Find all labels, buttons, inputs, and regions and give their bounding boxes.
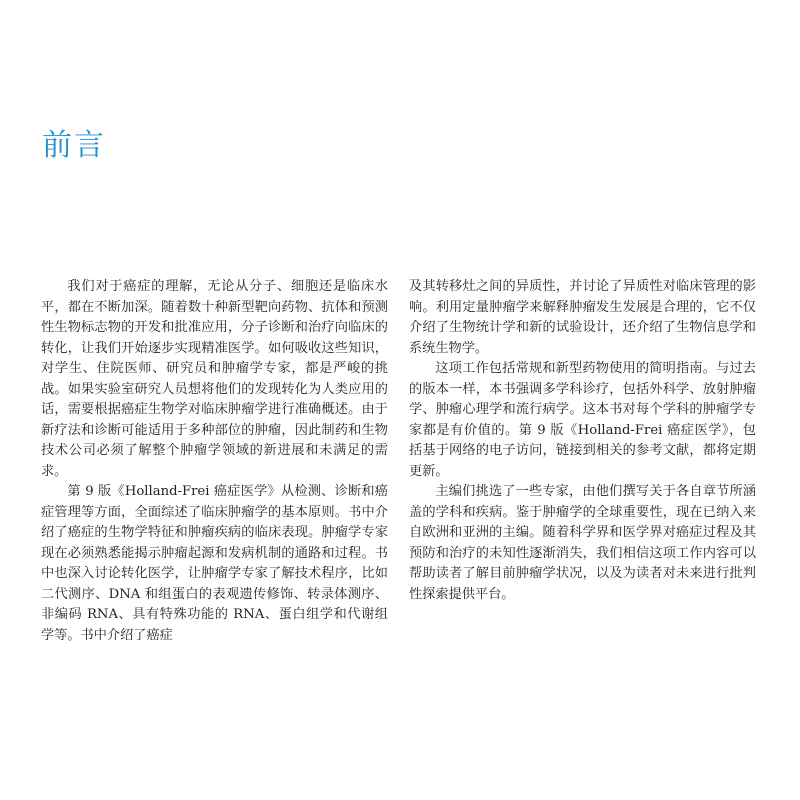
- text-column-left: [41, 277, 388, 646]
- paragraph-continuation: 及其转移灶之间的异质性，并讨论了异质性对临床管理的影响。利用定量肿瘤学来解释肿瘤发生发展是合理的，它不仅介绍了生物统计学和新的试验设计，还介绍了生物信息学和系统生物学。: [409, 279, 756, 356]
- paragraph: 主编们挑选了一些专家，由他们撰写关于各自章节所涵盖的学科和疾病。鉴于肿瘤学的全球重要性，现在已纳入来自欧洲和亚洲的主编。随着科学界和医学界对癌症过程及其预防和治疗的未知性逐渐消失，我们相信这项工作内容可以帮助读者了解目前肿瘤学状况，以及为读者对未来进行批判性探索提供平台。: [409, 484, 756, 602]
- paragraph: 我们对于癌症的理解，无论从分子、细胞还是临床水平，都在不断加深。随着数十种新型靶向药物、抗体和预测性生物标志物的开发和批准应用，分子诊断和治疗向临床的转化，让我们开始逐步实现精准医学。如何吸收这些知识，对学生、住院医师、研究员和肿瘤学专家，都是严峻的挑战。如果实验室研究人员想将他们的发现转化为人类应用的话，需要根据癌症生物学对临床肿瘤学进行准确概述。由于新疗法和诊断可能适用于多种部位的肿瘤，因此制药和生物技术公司必须了解整个肿瘤学领域的新进展和未满足的需求。: [41, 279, 388, 479]
- paragraph: 第 9 版《Holland-Frei 癌症医学》从检测、诊断和癌症管理等方面，全面综述了临床肿瘤学的基本原则。书中介绍了癌症的生物学特征和肿瘤疾病的临床表现。肿瘤学专家现在必须熟悉能揭示肿瘤起源和发病机制的通路和过程。书中也深入讨论转化医学，让肿瘤学专家了解技术程序，比如二代测序、DNA 和组蛋白的表观遗传修饰、转录体测序、非编码 RNA、具有特殊功能的 RNA、蛋白组学和代谢组学等。书中介绍了癌症: [41, 484, 388, 643]
- page-title: 前言: [42, 128, 106, 163]
- text-column-right: [409, 277, 756, 605]
- paragraph: 这项工作包括常规和新型药物使用的简明指南。与过去的版本一样，本书强调多学科诊疗，包括外科学、放射肿瘤学、肿瘤心理学和流行病学。这本书对每个学科的肿瘤学专家都是有价值的。第 9 版《Holland-Frei 癌症医学》，包括基于网络的电子访问，链接到相关的参考文献，都将定期更新。: [409, 361, 756, 479]
